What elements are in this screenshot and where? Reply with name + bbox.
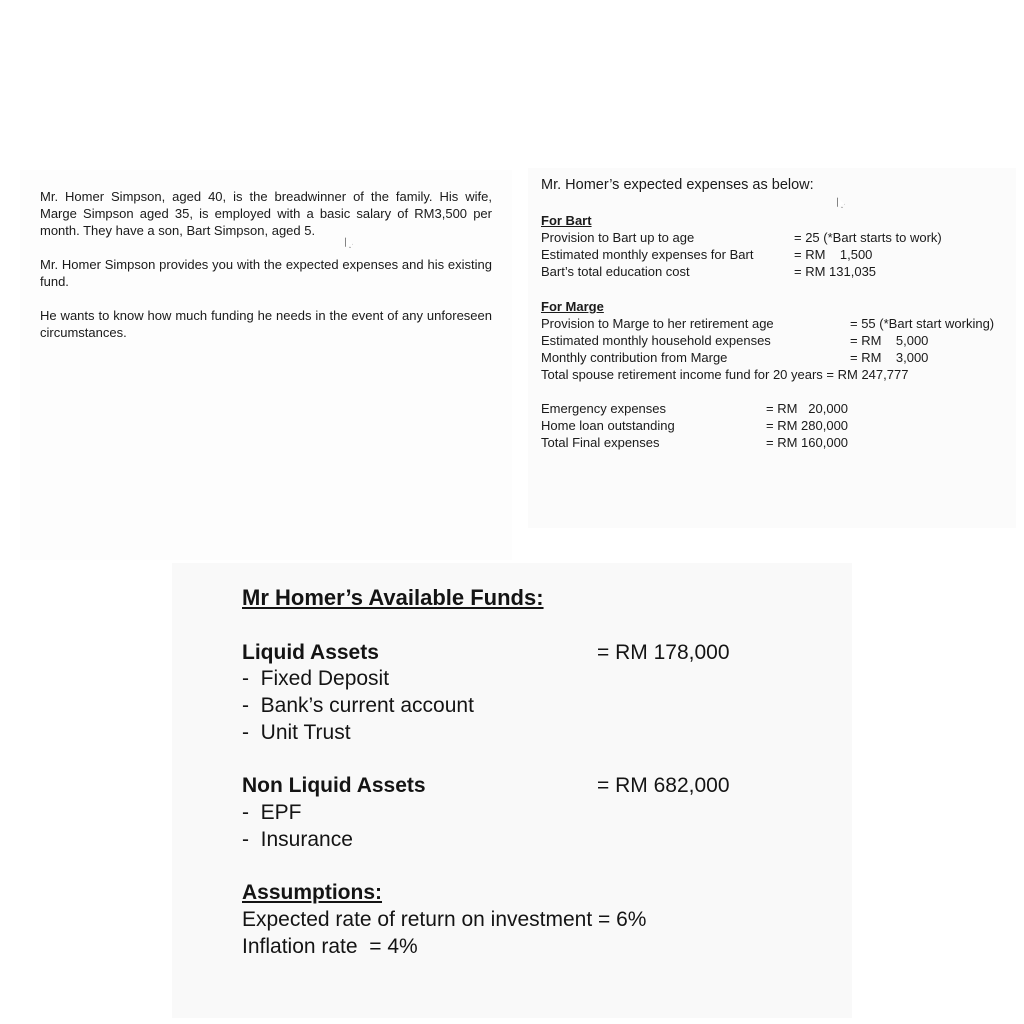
marge-row-value: = 55 (*Bart start working) (850, 316, 995, 331)
assumption-line: Expected rate of return on investment = 6% (242, 908, 647, 931)
marge-row-label: Monthly contribution from Marge (541, 350, 728, 365)
other-expense-value: = RM 280,000 (766, 418, 849, 433)
assumptions-heading: Assumptions: (242, 881, 383, 904)
assumption-line: Inflation rate = 4% (242, 935, 418, 958)
expenses-title: Mr. Homer’s expected expenses as below: (541, 177, 814, 193)
bart-heading: For Bart (541, 213, 592, 228)
bart-row-label: Provision to Bart up to age (541, 230, 695, 245)
marge-row-label: Estimated monthly household expenses (541, 333, 771, 348)
liquid-asset-item: - Fixed Deposit (242, 665, 389, 692)
marge-row-value: = RM 5,000 (850, 333, 929, 348)
funds-title: Mr Homer’s Available Funds: (242, 585, 544, 610)
case-description-panel (20, 170, 512, 560)
other-expense-value: = RM 160,000 (766, 435, 849, 450)
non-liquid-asset-item: - Insurance (242, 826, 353, 853)
other-expense-label: Total Final expenses (541, 435, 660, 450)
non-liquid-assets-value: = RM 682,000 (597, 774, 730, 797)
liquid-assets-value: = RM 178,000 (597, 641, 730, 664)
liquid-asset-item: - Bank’s current account (242, 692, 474, 719)
marge-row-value: = RM 3,000 (850, 350, 929, 365)
intro-paragraph-2: Mr. Homer Simpson provides you with the expected expenses and his existing fund. (40, 257, 492, 289)
cursor-icon (837, 197, 845, 207)
other-expense-value: = RM 20,000 (766, 401, 849, 416)
bart-row-value: = RM 131,035 (794, 264, 877, 279)
non-liquid-assets-label: Non Liquid Assets (242, 774, 426, 797)
marge-total: Total spouse retirement income fund for 20 years = RM 247,777 (541, 367, 909, 382)
bart-row-value: = 25 (*Bart starts to work) (794, 230, 942, 245)
other-expense-label: Emergency expenses (541, 401, 667, 416)
other-expense-label: Home loan outstanding (541, 418, 675, 433)
marge-heading: For Marge (541, 299, 604, 314)
intro-paragraph-1: Mr. Homer Simpson, aged 40, is the breadwinner of the family. His wife, Marge Simpson aged 35, is employed with a basic salary of RM3,500 per month. They have a son, Bart Simpson, aged 5. (40, 189, 492, 238)
marge-row-label: Provision to Marge to her retirement age (541, 316, 774, 331)
bart-row-value: = RM 1,500 (794, 247, 873, 262)
expected-expenses-panel (528, 168, 1016, 528)
liquid-assets-label: Liquid Assets (242, 641, 379, 664)
bart-row-label: Estimated monthly expenses for Bart (541, 247, 754, 262)
non-liquid-asset-item: - EPF (242, 799, 302, 826)
intro-paragraph-3: He wants to know how much funding he needs in the event of any unforeseen circumstances. (40, 308, 492, 340)
liquid-asset-item: - Unit Trust (242, 719, 351, 746)
available-funds-panel (172, 563, 852, 1018)
bart-row-label: Bart’s total education cost (541, 264, 690, 279)
